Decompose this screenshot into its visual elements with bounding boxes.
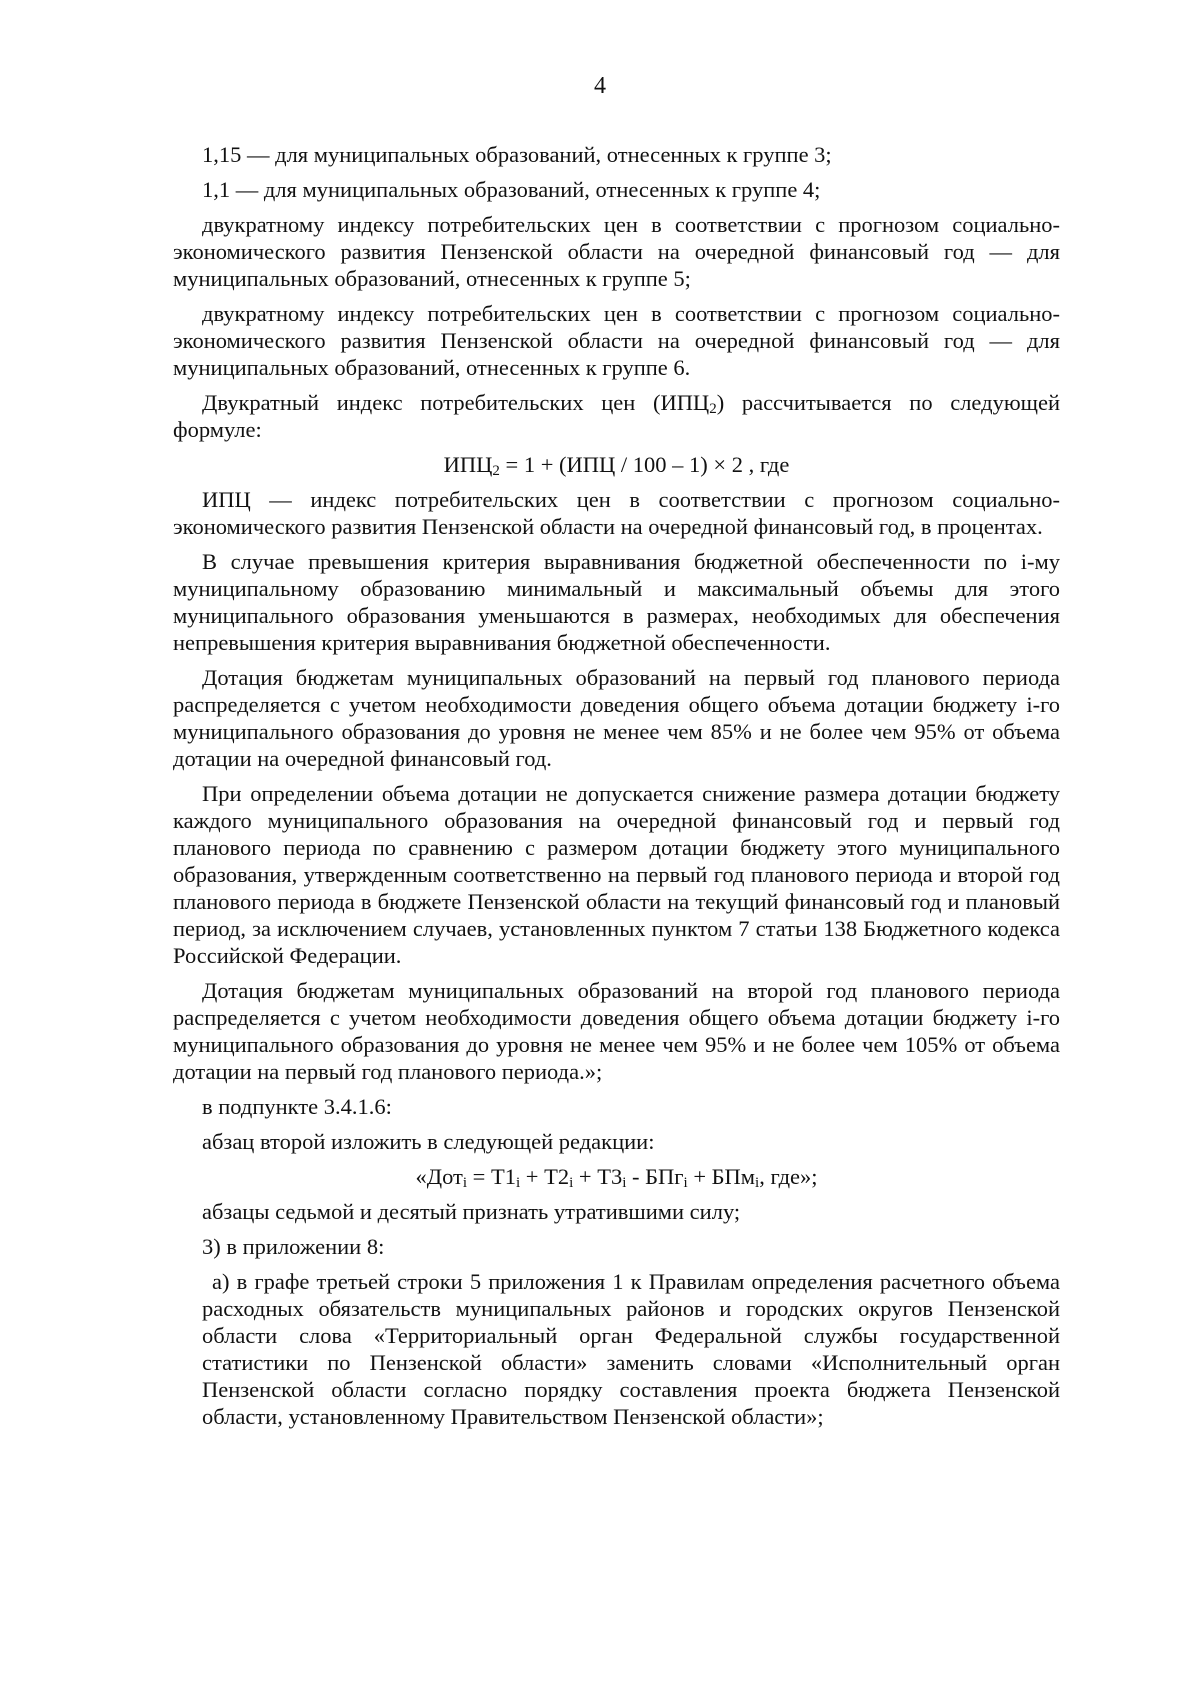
paragraph-group-5: двукратному индексу потребительских цен в соответствии с прогнозом социально-экономического развития Пензенской области на очередной финансовый год — для муниципальных образований, отнесенных к группе 5; <box>173 212 1060 291</box>
paragraph-second-year: Дотация бюджетам муниципальных образований на второй год планового периода распределяется с учетом необходимости доведения общего объема дотации бюджету i-го муниципального образования до уровня не менее чем 95% и не более чем 105% от объема дотации на первый год планового периода.»; <box>173 978 1060 1084</box>
formula-double-cpi: $ИПЦ_2 = 1 + (ИПЦ / 100 - 1) \times 2$ , где <box>443 452 790 479</box>
document-body <box>173 141 1060 1430</box>
cpi-text-before: Двукратный индекс потребительских цен (ИПЦ <box>202 390 710 415</box>
paragraph-cpi-definition <box>173 389 1060 443</box>
paragraph-criterion-excess: В случае превышения критерия выравнивания бюджетной обеспеченности по i-му муниципальному образованию минимальный и максимальный объемы для этого муниципального образования уменьшаются в размерах, необходимых для обеспечения непревышения критерия выравнивания бюджетной обеспеченности. <box>173 549 1060 655</box>
paragraph-cpi-explanation: ИПЦ — индекс потребительских цен в соответствии с прогнозом социально-экономического развития Пензенской области на очередной финансовый год, в процентах. <box>173 487 1060 539</box>
paragraph-appendix-change: а) в графе третьей строки 5 приложения 1 к Правилам определения расчетного объема расходных обязательств муниципальных районов и городских округов Пензенской области слова «Территориальный орган Федеральной службы государственной статистики по Пензенской области» заменить словами «Исполнительный орган Пензенской области согласно порядку составления проекта бюджета Пензенской области, установленному Правительством Пензенской области»; <box>202 1269 1060 1429</box>
paragraph-appendix-8: 3) в приложении 8: <box>202 1234 385 1259</box>
cpi-subscript: 2 <box>709 401 717 417</box>
page-number: 4 <box>594 73 606 99</box>
paragraph-edit-instruction: абзац второй изложить в следующей редакции: <box>202 1129 655 1154</box>
paragraph-no-reduction: При определении объема дотации не допускается снижение размера дотации бюджету каждого муниципального образования на очередной финансовый год и первый год планового периода по сравнению с размером дотации бюджету этого муниципального образования, утвержденным соответственно на первый год планового периода и второй год планового периода в бюджете Пензенской области на текущий финансовый год и плановый период, за исключением случаев, установленных пунктом 7 статьи 138 Бюджетного кодекса Российской Федерации. <box>173 781 1060 968</box>
formula-subsidy: «$Дот_i = Т1_i + Т2_i + Т3_i - БПг_i + БПм_i$, где»; <box>415 1164 818 1191</box>
paragraph-first-year: Дотация бюджетам муниципальных образований на первый год планового периода распределяется с учетом необходимости доведения общего объема дотации бюджету i-го муниципального образования до уровня не менее чем 85% и не более чем 95% от объема дотации на очередной финансовый год. <box>173 665 1060 771</box>
paragraph-group-4: 1,1 — для муниципальных образований, отнесенных к группе 4; <box>202 177 821 202</box>
cpi-text-after: ) рассчитывается по следующей формуле: <box>173 390 1060 442</box>
paragraph-group-6: двукратному индексу потребительских цен в соответствии с прогнозом социально-экономического развития Пензенской области на очередной финансовый год — для муниципальных образований, отнесенных к группе 6. <box>173 301 1060 380</box>
paragraph-group-3: 1,15 — для муниципальных образований, отнесенных к группе 3; <box>202 142 832 167</box>
paragraph-lost-force: абзацы седьмой и десятый признать утратившими силу; <box>202 1199 741 1224</box>
paragraph-subitem: в подпункте 3.4.1.6: <box>202 1094 392 1119</box>
